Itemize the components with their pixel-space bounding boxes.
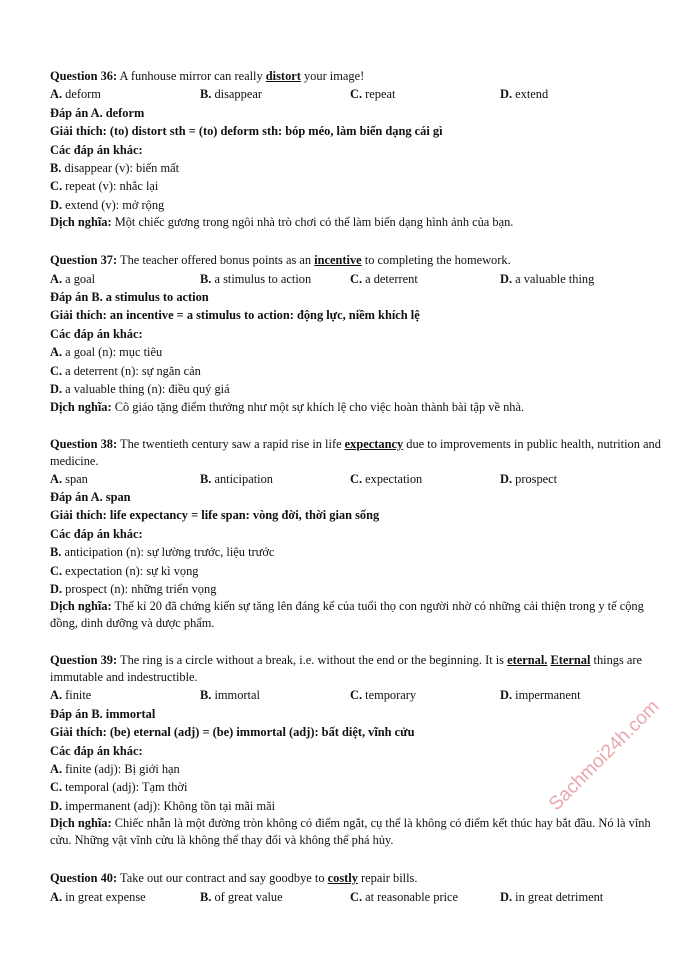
stem-text: The ring is a circle without a break, i.e. without the end or the beginning. It is — [117, 653, 508, 668]
question-stem — [50, 652, 662, 686]
stem-text: A funhouse mirror can really — [117, 69, 266, 83]
other-option: C. a deterrent (n): sự ngăn cản — [50, 363, 201, 378]
question-37 — [50, 251, 662, 415]
other-option: A. a goal (n): mục tiêu — [50, 345, 163, 360]
explanation: Giải thích: (be) eternal (adj) = (be) immortal (adj): bất diệt, vĩnh cửu — [50, 725, 415, 740]
options-row — [50, 888, 662, 906]
explanation: Giải thích: (to) distort sth = (to) deform sth: bóp méo, làm biến dạng cái gì — [50, 124, 443, 139]
other-option: C. repeat (v): nhắc lại — [50, 179, 159, 194]
keyword: distort — [265, 69, 301, 83]
option-b: B. a stimulus to action — [200, 271, 312, 286]
question-stem — [50, 869, 662, 887]
answer: Đáp án B. a stimulus to action — [50, 290, 209, 305]
option-a: A. finite — [50, 688, 92, 703]
option-a: A. deform — [50, 87, 101, 102]
option-c: C. expectation — [350, 471, 423, 486]
stem-text: things are immutable and indestructible. — [50, 653, 643, 685]
other-option: C. temporal (adj): Tạm thời — [50, 780, 188, 795]
answer: Đáp án B. immortal — [50, 706, 156, 721]
other-option: D. impermanent (adj): Không tồn tại mãi mãi — [50, 798, 276, 813]
answer: Đáp án A. deform — [50, 105, 145, 120]
other-options-heading: Các đáp án khác: — [50, 326, 143, 341]
question-stem — [50, 67, 662, 85]
question-stem — [50, 251, 662, 269]
question-38 — [50, 436, 662, 633]
option-c: C. at reasonable price — [350, 889, 459, 904]
option-c: C. a deterrent — [350, 271, 418, 286]
translation: Dịch nghĩa: Cô giáo tặng điểm thưởng như một sự khích lệ cho việc hoàn thành bài tập về nhà. — [50, 399, 525, 414]
other-options-heading: Các đáp án khác: — [50, 743, 143, 758]
explanation: Giải thích: an incentive = a stimulus to action: động lực, niềm khích lệ — [50, 308, 420, 323]
option-a: A. in great expense — [50, 889, 146, 904]
explanation: Giải thích: life expectancy = life span: vòng đời, thời gian sống — [50, 508, 380, 523]
question-40 — [50, 869, 662, 906]
question-39 — [50, 652, 662, 849]
option-d: D. extend — [500, 87, 549, 102]
option-a: A. a goal — [50, 271, 96, 286]
other-options-heading: Các đáp án khác: — [50, 526, 143, 541]
stem-text: Take out our contract and say goodbye to — [117, 871, 328, 886]
option-a: A. span — [50, 471, 88, 486]
question-label: Question 40: — [50, 871, 118, 886]
options-row — [50, 686, 662, 704]
keyword: incentive — [314, 253, 362, 268]
option-b: B. disappear — [200, 87, 262, 102]
stem-text: repair bills. — [357, 871, 418, 886]
option-c: C. repeat — [350, 87, 396, 102]
stem-text: due to improvements in public health, nutrition and medicine. — [50, 436, 661, 468]
option-b: B. anticipation — [200, 471, 273, 486]
question-36 — [50, 67, 662, 231]
options-row — [50, 270, 662, 288]
translation: Dịch nghĩa: Thế kỉ 20 đã chứng kiến sự tăng lên đáng kể của tuổi thọ con người nhờ có những cải thiện trong y tế cộng đồng, dinh dưỡng và dược phẩm. — [50, 599, 644, 631]
option-d: D. a valuable thing — [500, 271, 595, 286]
stem-text: The twentieth century saw a rapid rise in life — [117, 436, 345, 451]
question-label: Question 37: — [50, 253, 118, 268]
other-options-heading: Các đáp án khác: — [50, 142, 143, 157]
stem-text: The teacher offered bonus points as an — [117, 253, 315, 268]
other-option: B. disappear (v): biến mất — [50, 161, 180, 176]
question-label: Question 36: — [50, 69, 118, 83]
option-c: C. temporary — [350, 688, 417, 703]
other-option: C. expectation (n): sự kì vọng — [50, 563, 199, 578]
stem-text: to completing the homework. — [361, 253, 511, 268]
option-d: D. in great detriment — [500, 889, 604, 904]
keyword: Eternal — [550, 653, 591, 668]
other-option: D. a valuable thing (n): điều quý giá — [50, 382, 230, 397]
other-option: A. finite (adj): Bị giới hạn — [50, 761, 180, 776]
options-row — [50, 470, 662, 488]
stem-text: your image! — [300, 69, 365, 83]
keyword: costly — [327, 871, 358, 886]
options-row — [50, 85, 662, 103]
option-b: B. immortal — [200, 688, 260, 703]
question-stem — [50, 436, 662, 470]
other-option: D. extend (v): mở rộng — [50, 197, 165, 212]
other-option: D. prospect (n): những triển vọng — [50, 581, 217, 596]
answer: Đáp án A. span — [50, 489, 131, 504]
option-d: D. prospect — [500, 471, 558, 486]
question-label: Question 38: — [50, 436, 118, 451]
keyword: expectancy — [344, 436, 404, 451]
translation: Dịch nghĩa: Một chiếc gương trong ngôi nhà trò chơi có thể làm biến dạng hình ảnh của bạn. — [50, 215, 514, 230]
translation: Dịch nghĩa: Chiếc nhẫn là một đường tròn không có điểm ngắt, cụ thể là không có điểm kết thúc hay bắt đầu. Nó là vĩnh cửu. Những vật vĩnh cửu là không thể thay đổi và không thể phá hủy. — [50, 816, 651, 848]
other-option: B. anticipation (n): sự lường trước, liệu trước — [50, 545, 275, 560]
option-d: D. impermanent — [500, 688, 581, 703]
option-b: B. of great value — [200, 889, 283, 904]
question-label: Question 39: — [50, 653, 118, 668]
watermark: Sachmoi24h.com — [545, 696, 664, 815]
keyword: eternal. — [507, 653, 548, 668]
